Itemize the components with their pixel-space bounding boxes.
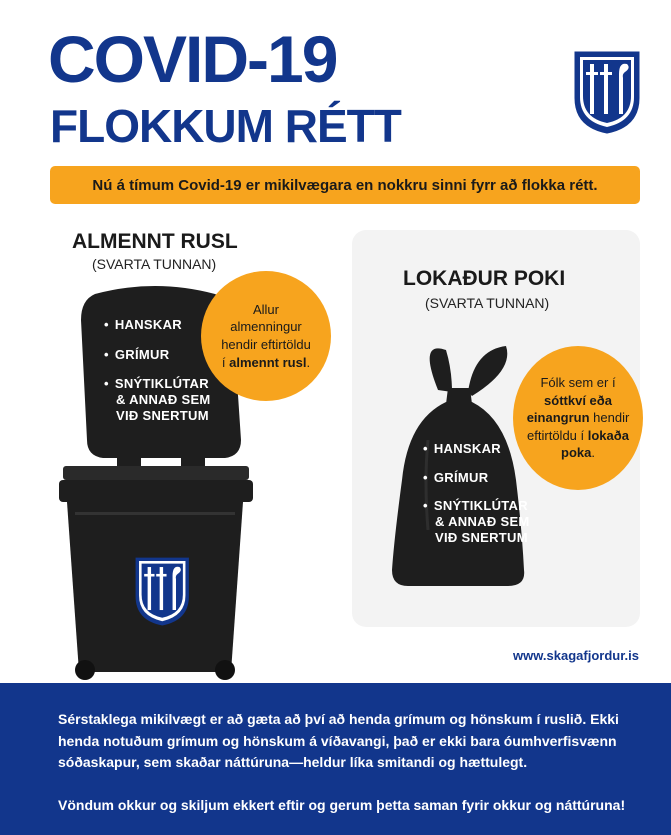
left-callout-badge: Allur almenningur hendir eftirtöldu í almennt rusl. (201, 271, 331, 401)
list-item-continued: VIÐ SNERTUM (435, 530, 528, 545)
right-heading: LOKAÐUR POKI (403, 267, 566, 290)
list-item-continued: & ANNAÐ SEM (435, 514, 530, 529)
page-subtitle: FLOKKUM RÉTT (50, 100, 401, 152)
list-item: • SNÝTIKLÚTAR (104, 376, 209, 391)
list-item-continued: & ANNAÐ SEM (116, 392, 211, 407)
page-title: COVID-19 (48, 22, 337, 96)
list-item: • GRÍMUR (104, 347, 170, 362)
list-item: • GRÍMUR (423, 470, 489, 485)
list-item: • HANSKAR (104, 317, 182, 332)
garbage-bag-icon (388, 330, 528, 590)
list-item-continued: VIÐ SNERTUM (116, 408, 209, 423)
crest-icon (573, 50, 641, 134)
website-link[interactable]: www.skagafjordur.is (513, 648, 639, 663)
left-heading: ALMENNT RUSL (72, 230, 238, 253)
info-banner (50, 166, 640, 204)
right-subheading: (SVARTA TUNNAN) (425, 295, 550, 311)
list-item: • HANSKAR (423, 441, 501, 456)
right-callout-badge: Fólk sem er í sóttkví eða einangrun hendir eftirtöldu í lokaða poka. (513, 346, 643, 490)
footer-panel (0, 683, 671, 835)
list-item: • SNÝTIKLÚTAR (423, 498, 528, 513)
left-subheading: (SVARTA TUNNAN) (92, 256, 217, 272)
banner-text: Nú á tímum Covid-19 er mikilvægara en nokkru sinni fyrr að flokka rétt. (92, 176, 598, 194)
footer-paragraph: Sérstaklega mikilvægt er að gæta að því að henda grímum og hönskum í ruslið. Ekki henda notuðum grímum og hönskum á víðavangi, það er ekki bara óumhverfisvænn sóðaskapur, sem skaðar náttúruna—heldur líka smitandi og hættulegt. (58, 711, 619, 771)
footer-closing-line: Vöndum okkur og skiljum ekkert eftir og gerum þetta saman fyrir okkur og náttúruna! (58, 797, 626, 813)
